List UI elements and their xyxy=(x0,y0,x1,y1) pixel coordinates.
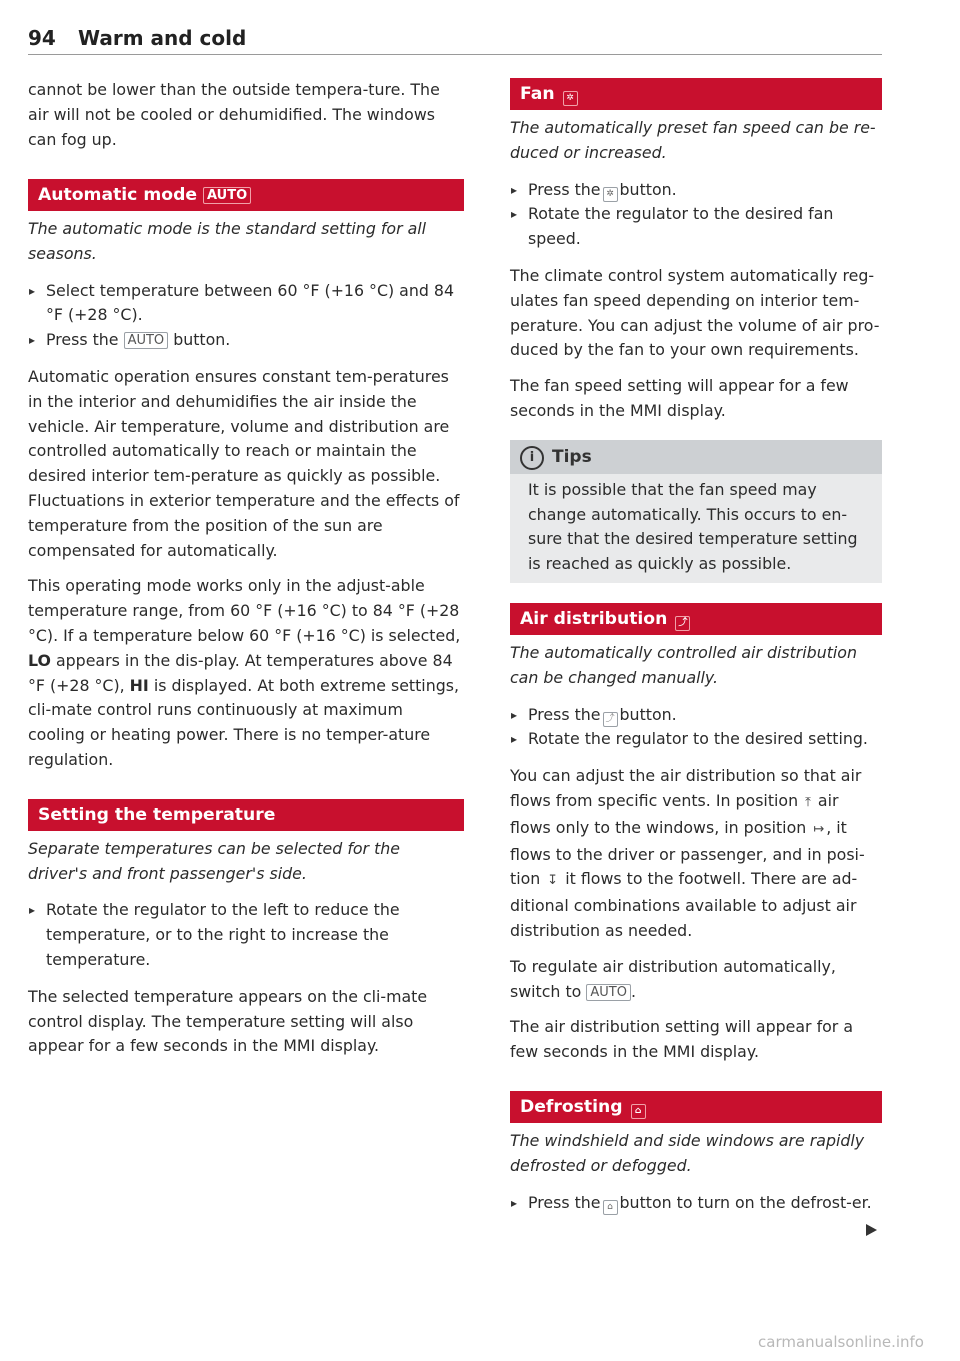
automatic-mode-subtitle: The automatic mode is the standard setting for all seasons. xyxy=(28,219,427,263)
vent-windows-icon: ⤒ xyxy=(805,794,811,810)
list-item: ▸ Press the ⤴ button. xyxy=(510,703,882,728)
lo-label: LO xyxy=(28,650,51,670)
right-column xyxy=(510,78,882,1215)
section-heading-setting-temperature: Setting the temperature xyxy=(28,799,464,831)
automatic-mode-steps xyxy=(28,279,464,353)
air-distribution-subtitle: The automatically controlled air distribution can be changed manually. xyxy=(510,642,857,687)
section-heading-defrosting: Defrosting ⌂ xyxy=(510,1091,882,1123)
hi-label: HI xyxy=(129,675,149,695)
fan-icon: ✲ xyxy=(603,187,618,202)
auto-key-icon: AUTO xyxy=(124,332,169,349)
list-item: ▸ Select temperature between 60 °F (+16 °C) and 84 °F (+28 °C). xyxy=(28,279,464,329)
fan-icon: ✲ xyxy=(563,91,578,106)
automatic-mode-paragraph: Automatic operation ensures constant tem-peratures in the interior and dehumidifies the air inside the vehicle. Air temperature, volume and distribution are controlled automatically to reach or maintain the desired interior tem-perature as quickly as possible. Fluctuations in exterior temperature and the effects of temperature from the position of the sun are compensated for automatically. xyxy=(28,366,460,560)
auto-distribution-paragraph: To regulate air distribution automatically, switch to AUTO . xyxy=(510,956,836,1001)
air-distribution-paragraph: You can adjust the air distribution so that air flows from specific vents. In position ⤒ air flows only to the windows, in position ↦ , it flows to the driver or passenger, and in posi-tion ↧ it flows to the footwell. There are ad-ditional combinations available to adjust air distribution as needed. xyxy=(510,766,865,940)
heading-text: Automatic mode xyxy=(38,185,198,205)
list-item: ▸ Rotate the regulator to the desired fan speed. xyxy=(510,202,882,252)
vent-occupant-icon: ↦ xyxy=(813,821,825,837)
air-distribution-steps xyxy=(510,703,882,753)
fan-subtitle: The automatically preset fan speed can be re-duced or increased. xyxy=(510,118,876,162)
setting-temperature-steps xyxy=(28,898,464,972)
auto-key-icon: AUTO xyxy=(586,984,631,1001)
tips-box xyxy=(510,440,882,583)
section-title: Warm and cold xyxy=(78,26,247,50)
setting-temperature-subtitle: Separate temperatures can be selected for the driver's and front passenger's side. xyxy=(28,838,400,883)
continue-arrow-icon xyxy=(866,1224,877,1236)
list-item: ▸ Rotate the regulator to the desired setting. xyxy=(510,727,882,752)
setting-temperature-paragraph: The selected temperature appears on the cli-mate control display. The temperature setting will also appear for a few seconds in the MMI display. xyxy=(28,986,428,1056)
list-item: ▸ Rotate the regulator to the left to reduce the temperature, or to the right to increase the temperature. xyxy=(28,898,464,972)
watermark: carmanualsonline.info xyxy=(758,1333,924,1351)
page-header xyxy=(28,24,882,55)
defrost-icon: ⌂ xyxy=(631,1104,646,1119)
air-distribution-display-paragraph: The air distribution setting will appear for a few seconds in the MMI display. xyxy=(510,1017,853,1062)
fan-steps xyxy=(510,178,882,252)
section-heading-automatic-mode xyxy=(28,179,464,211)
operating-range-paragraph: This operating mode works only in the adjust-able temperature range, from 60 °F (+16 °C) to 84 °F (+28 °C). If a temperature below 60 °F (+16 °C) is selected, LO appears in the dis-play. At temperatures above 84 °F (+28 °C), HI is displayed. At both extreme settings, cli-mate control runs continuously at maximum cooling or heating power. There is no temper-ature regulation. xyxy=(28,576,461,769)
intro-paragraph: cannot be lower than the outside tempera-ture. The air will not be cooled or dehumidified. The windows can fog up. xyxy=(28,80,440,149)
defrosting-subtitle: The windshield and side windows are rapidly defrosted or defogged. xyxy=(510,1130,865,1175)
defrost-icon: ⌂ xyxy=(603,1200,618,1215)
left-column xyxy=(28,78,464,1059)
tips-header: i Tips xyxy=(510,440,882,474)
list-item: ▸ Press the AUTO button. xyxy=(28,328,464,353)
section-heading-fan: Fan ✲ xyxy=(510,78,882,110)
list-item: ▸ Press the ✲ button. xyxy=(510,178,882,203)
page-number: 94 xyxy=(28,26,56,50)
list-item: ▸ Press the ⌂ button to turn on the defrost-er. xyxy=(510,1191,882,1216)
auto-key-icon: AUTO xyxy=(203,187,251,204)
air-distribution-icon: ⤴ xyxy=(603,712,618,727)
air-distribution-icon: ⤴ xyxy=(675,616,690,631)
vent-footwell-icon: ↧ xyxy=(547,873,559,889)
defrosting-steps xyxy=(510,1191,882,1216)
info-icon: i xyxy=(520,446,544,470)
section-heading-air-distribution: Air distribution ⤴ xyxy=(510,603,882,635)
tips-body: It is possible that the fan speed may change automatically. This occurs to en-sure that the desired temperature setting is reached as quickly as possible. xyxy=(510,474,882,583)
fan-paragraph: The climate control system automatically reg-ulates fan speed depending on interior tem-perature. You can adjust the volume of air pro-duced by the fan to your own requirements. xyxy=(510,265,880,360)
fan-display-paragraph: The fan speed setting will appear for a few seconds in the MMI display. xyxy=(510,376,849,420)
